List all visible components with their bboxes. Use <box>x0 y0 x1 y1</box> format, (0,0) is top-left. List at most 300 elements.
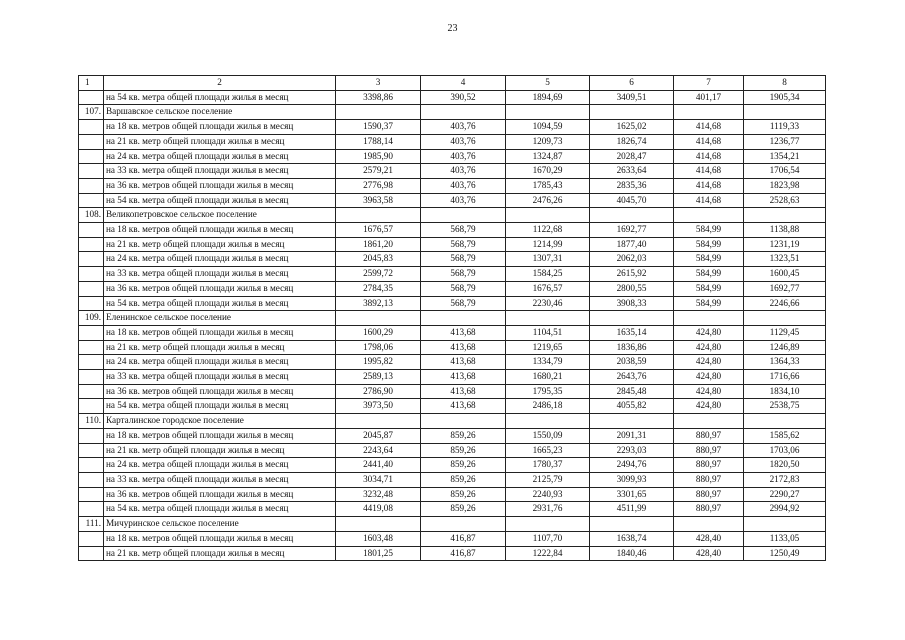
empty-cell <box>336 517 421 532</box>
value-cell: 1785,43 <box>506 178 590 193</box>
empty-cell <box>674 517 744 532</box>
value-cell: 1334,79 <box>506 355 590 370</box>
value-cell: 1603,48 <box>336 531 421 546</box>
row-number-cell <box>79 193 104 208</box>
empty-cell <box>336 105 421 120</box>
value-cell: 1129,45 <box>744 325 826 340</box>
table-row <box>79 472 826 487</box>
value-cell: 1307,31 <box>506 252 590 267</box>
value-cell: 2845,48 <box>590 384 674 399</box>
row-number-cell <box>79 399 104 414</box>
row-label: на 33 кв. метра общей площади жилья в месяц <box>104 267 336 282</box>
value-cell: 2045,83 <box>336 252 421 267</box>
table-row <box>79 134 826 149</box>
header-cell: 6 <box>590 76 674 91</box>
value-cell: 1094,59 <box>506 120 590 135</box>
tariff-table <box>78 75 826 561</box>
empty-cell <box>336 208 421 223</box>
row-label: на 36 кв. метров общей площади жилья в месяц <box>104 384 336 399</box>
section-title: Карталинское городское поселение <box>104 414 336 429</box>
value-cell: 4045,70 <box>590 193 674 208</box>
row-label: на 21 кв. метр общей площади жилья в месяц <box>104 340 336 355</box>
value-cell: 3908,33 <box>590 296 674 311</box>
empty-cell <box>744 311 826 326</box>
row-number-cell <box>79 443 104 458</box>
value-cell: 880,97 <box>674 487 744 502</box>
empty-cell <box>674 208 744 223</box>
value-cell: 2538,75 <box>744 399 826 414</box>
row-number-cell <box>79 502 104 517</box>
value-cell: 2994,92 <box>744 502 826 517</box>
value-cell: 2786,90 <box>336 384 421 399</box>
empty-cell <box>421 517 506 532</box>
value-cell: 1600,29 <box>336 325 421 340</box>
value-cell: 401,17 <box>674 90 744 105</box>
value-cell: 403,76 <box>421 193 506 208</box>
value-cell: 2615,92 <box>590 267 674 282</box>
section-row <box>79 208 826 223</box>
row-number-cell <box>79 281 104 296</box>
value-cell: 2062,03 <box>590 252 674 267</box>
value-cell: 880,97 <box>674 472 744 487</box>
value-cell: 424,80 <box>674 370 744 385</box>
row-number-cell <box>79 458 104 473</box>
row-number-cell <box>79 472 104 487</box>
row-number-cell <box>79 370 104 385</box>
table-row <box>79 178 826 193</box>
value-cell: 428,40 <box>674 546 744 561</box>
value-cell: 413,68 <box>421 340 506 355</box>
empty-cell <box>744 414 826 429</box>
table-row <box>79 370 826 385</box>
value-cell: 1780,37 <box>506 458 590 473</box>
section-row <box>79 311 826 326</box>
row-label: на 21 кв. метр общей площади жилья в месяц <box>104 134 336 149</box>
value-cell: 1798,06 <box>336 340 421 355</box>
table-row <box>79 340 826 355</box>
value-cell: 416,87 <box>421 546 506 561</box>
row-number-cell <box>79 134 104 149</box>
value-cell: 4055,82 <box>590 399 674 414</box>
value-cell: 2441,40 <box>336 458 421 473</box>
section-number: 109. <box>79 311 104 326</box>
table-row <box>79 237 826 252</box>
empty-cell <box>744 208 826 223</box>
row-number-cell <box>79 384 104 399</box>
table-row <box>79 281 826 296</box>
value-cell: 859,26 <box>421 458 506 473</box>
value-cell: 3973,50 <box>336 399 421 414</box>
value-cell: 3232,48 <box>336 487 421 502</box>
value-cell: 584,99 <box>674 252 744 267</box>
value-cell: 390,52 <box>421 90 506 105</box>
section-title: Еленинское сельское поселение <box>104 311 336 326</box>
table-row <box>79 325 826 340</box>
table-row <box>79 90 826 105</box>
value-cell: 1222,84 <box>506 546 590 561</box>
row-label: на 18 кв. метров общей площади жилья в месяц <box>104 531 336 546</box>
value-cell: 2486,18 <box>506 399 590 414</box>
section-row <box>79 517 826 532</box>
value-cell: 424,80 <box>674 399 744 414</box>
value-cell: 424,80 <box>674 325 744 340</box>
value-cell: 859,26 <box>421 472 506 487</box>
empty-cell <box>674 105 744 120</box>
row-label: на 18 кв. метров общей площади жилья в месяц <box>104 223 336 238</box>
value-cell: 2776,98 <box>336 178 421 193</box>
value-cell: 414,68 <box>674 149 744 164</box>
table-row <box>79 120 826 135</box>
header-row <box>79 76 826 91</box>
value-cell: 1638,74 <box>590 531 674 546</box>
empty-cell <box>744 105 826 120</box>
empty-cell <box>421 208 506 223</box>
value-cell: 2243,64 <box>336 443 421 458</box>
value-cell: 4511,99 <box>590 502 674 517</box>
table-row <box>79 252 826 267</box>
header-cell: 2 <box>104 76 336 91</box>
value-cell: 1219,65 <box>506 340 590 355</box>
value-cell: 403,76 <box>421 120 506 135</box>
value-cell: 2579,21 <box>336 164 421 179</box>
value-cell: 1706,54 <box>744 164 826 179</box>
value-cell: 1250,49 <box>744 546 826 561</box>
value-cell: 2028,47 <box>590 149 674 164</box>
value-cell: 2589,13 <box>336 370 421 385</box>
value-cell: 880,97 <box>674 458 744 473</box>
value-cell: 413,68 <box>421 355 506 370</box>
table-row <box>79 296 826 311</box>
value-cell: 568,79 <box>421 252 506 267</box>
value-cell: 2800,55 <box>590 281 674 296</box>
section-number: 107. <box>79 105 104 120</box>
value-cell: 1692,77 <box>744 281 826 296</box>
row-label: на 54 кв. метра общей площади жилья в месяц <box>104 193 336 208</box>
value-cell: 414,68 <box>674 178 744 193</box>
value-cell: 1680,21 <box>506 370 590 385</box>
value-cell: 1585,62 <box>744 428 826 443</box>
value-cell: 1584,25 <box>506 267 590 282</box>
value-cell: 416,87 <box>421 531 506 546</box>
value-cell: 1590,37 <box>336 120 421 135</box>
value-cell: 1665,23 <box>506 443 590 458</box>
value-cell: 3963,58 <box>336 193 421 208</box>
table-row <box>79 223 826 238</box>
value-cell: 568,79 <box>421 267 506 282</box>
value-cell: 414,68 <box>674 193 744 208</box>
table-row <box>79 399 826 414</box>
value-cell: 1364,33 <box>744 355 826 370</box>
table-row <box>79 443 826 458</box>
section-number: 110. <box>79 414 104 429</box>
value-cell: 424,80 <box>674 355 744 370</box>
empty-cell <box>590 311 674 326</box>
value-cell: 1836,86 <box>590 340 674 355</box>
row-label: на 36 кв. метров общей площади жилья в месяц <box>104 487 336 502</box>
row-number-cell <box>79 164 104 179</box>
value-cell: 584,99 <box>674 296 744 311</box>
section-row <box>79 105 826 120</box>
value-cell: 2643,76 <box>590 370 674 385</box>
value-cell: 3892,13 <box>336 296 421 311</box>
row-number-cell <box>79 355 104 370</box>
value-cell: 859,26 <box>421 502 506 517</box>
table-row <box>79 546 826 561</box>
value-cell: 1625,02 <box>590 120 674 135</box>
empty-cell <box>336 414 421 429</box>
value-cell: 2240,93 <box>506 487 590 502</box>
empty-cell <box>590 517 674 532</box>
value-cell: 4419,08 <box>336 502 421 517</box>
value-cell: 2293,03 <box>590 443 674 458</box>
row-label: на 18 кв. метров общей площади жилья в месяц <box>104 428 336 443</box>
value-cell: 1788,14 <box>336 134 421 149</box>
value-cell: 428,40 <box>674 531 744 546</box>
value-cell: 3034,71 <box>336 472 421 487</box>
value-cell: 2038,59 <box>590 355 674 370</box>
value-cell: 1894,69 <box>506 90 590 105</box>
table-body <box>79 76 826 561</box>
empty-cell <box>506 517 590 532</box>
table-row <box>79 164 826 179</box>
value-cell: 1107,70 <box>506 531 590 546</box>
table-row <box>79 487 826 502</box>
row-number-cell <box>79 267 104 282</box>
value-cell: 1133,05 <box>744 531 826 546</box>
value-cell: 2045,87 <box>336 428 421 443</box>
value-cell: 859,26 <box>421 428 506 443</box>
empty-cell <box>590 414 674 429</box>
row-label: на 21 кв. метр общей площади жилья в месяц <box>104 443 336 458</box>
empty-cell <box>421 105 506 120</box>
value-cell: 1670,29 <box>506 164 590 179</box>
table-row <box>79 458 826 473</box>
row-number-cell <box>79 252 104 267</box>
value-cell: 413,68 <box>421 325 506 340</box>
empty-cell <box>506 208 590 223</box>
value-cell: 2476,26 <box>506 193 590 208</box>
value-cell: 2290,27 <box>744 487 826 502</box>
header-cell: 4 <box>421 76 506 91</box>
value-cell: 424,80 <box>674 384 744 399</box>
value-cell: 1834,10 <box>744 384 826 399</box>
section-number: 111. <box>79 517 104 532</box>
value-cell: 1209,73 <box>506 134 590 149</box>
row-label: на 36 кв. метров общей площади жилья в месяц <box>104 178 336 193</box>
value-cell: 584,99 <box>674 223 744 238</box>
value-cell: 1820,50 <box>744 458 826 473</box>
value-cell: 2633,64 <box>590 164 674 179</box>
value-cell: 568,79 <box>421 237 506 252</box>
value-cell: 1214,99 <box>506 237 590 252</box>
table-row <box>79 355 826 370</box>
header-cell: 7 <box>674 76 744 91</box>
row-number-cell <box>79 178 104 193</box>
row-label: на 24 кв. метра общей площади жилья в месяц <box>104 458 336 473</box>
value-cell: 1801,25 <box>336 546 421 561</box>
value-cell: 584,99 <box>674 237 744 252</box>
value-cell: 1905,34 <box>744 90 826 105</box>
empty-cell <box>674 311 744 326</box>
value-cell: 3301,65 <box>590 487 674 502</box>
row-label: на 24 кв. метра общей площади жилья в месяц <box>104 252 336 267</box>
row-label: на 21 кв. метр общей площади жилья в месяц <box>104 546 336 561</box>
value-cell: 1826,74 <box>590 134 674 149</box>
value-cell: 880,97 <box>674 443 744 458</box>
value-cell: 584,99 <box>674 267 744 282</box>
table-row <box>79 193 826 208</box>
value-cell: 2599,72 <box>336 267 421 282</box>
value-cell: 2125,79 <box>506 472 590 487</box>
value-cell: 1354,21 <box>744 149 826 164</box>
value-cell: 2931,76 <box>506 502 590 517</box>
value-cell: 1861,20 <box>336 237 421 252</box>
row-label: на 33 кв. метра общей площади жилья в месяц <box>104 370 336 385</box>
row-label: на 24 кв. метра общей площади жилья в месяц <box>104 355 336 370</box>
value-cell: 1231,19 <box>744 237 826 252</box>
value-cell: 2230,46 <box>506 296 590 311</box>
section-title: Мичуринское сельское поселение <box>104 517 336 532</box>
value-cell: 2784,35 <box>336 281 421 296</box>
value-cell: 1600,45 <box>744 267 826 282</box>
value-cell: 1122,68 <box>506 223 590 238</box>
header-cell: 3 <box>336 76 421 91</box>
header-cell: 8 <box>744 76 826 91</box>
value-cell: 1324,87 <box>506 149 590 164</box>
table-row <box>79 502 826 517</box>
row-label: на 18 кв. метров общей площади жилья в месяц <box>104 325 336 340</box>
row-number-cell <box>79 546 104 561</box>
row-number-cell <box>79 325 104 340</box>
table-row <box>79 267 826 282</box>
table-row <box>79 428 826 443</box>
value-cell: 568,79 <box>421 281 506 296</box>
table-row <box>79 531 826 546</box>
value-cell: 859,26 <box>421 443 506 458</box>
row-number-cell <box>79 223 104 238</box>
value-cell: 414,68 <box>674 134 744 149</box>
header-cell: 1 <box>79 76 104 91</box>
row-label: на 54 кв. метра общей площади жилья в месяц <box>104 90 336 105</box>
table-row <box>79 149 826 164</box>
row-label: на 54 кв. метра общей площади жилья в месяц <box>104 502 336 517</box>
row-label: на 36 кв. метров общей площади жилья в месяц <box>104 281 336 296</box>
value-cell: 1823,98 <box>744 178 826 193</box>
empty-cell <box>421 414 506 429</box>
value-cell: 1703,06 <box>744 443 826 458</box>
row-number-cell <box>79 90 104 105</box>
value-cell: 2528,63 <box>744 193 826 208</box>
row-number-cell <box>79 487 104 502</box>
row-number-cell <box>79 340 104 355</box>
value-cell: 1236,77 <box>744 134 826 149</box>
page-number: 23 <box>447 23 458 34</box>
value-cell: 1246,89 <box>744 340 826 355</box>
value-cell: 413,68 <box>421 370 506 385</box>
value-cell: 880,97 <box>674 428 744 443</box>
value-cell: 2246,66 <box>744 296 826 311</box>
value-cell: 403,76 <box>421 178 506 193</box>
value-cell: 1995,82 <box>336 355 421 370</box>
value-cell: 403,76 <box>421 164 506 179</box>
row-number-cell <box>79 149 104 164</box>
row-label: на 33 кв. метра общей площади жилья в месяц <box>104 472 336 487</box>
empty-cell <box>421 311 506 326</box>
value-cell: 2091,31 <box>590 428 674 443</box>
value-cell: 413,68 <box>421 399 506 414</box>
value-cell: 584,99 <box>674 281 744 296</box>
value-cell: 1138,88 <box>744 223 826 238</box>
value-cell: 1877,40 <box>590 237 674 252</box>
value-cell: 424,80 <box>674 340 744 355</box>
value-cell: 413,68 <box>421 384 506 399</box>
section-title: Варшавское сельское поселение <box>104 105 336 120</box>
section-title: Великопетровское сельское поселение <box>104 208 336 223</box>
value-cell: 1840,46 <box>590 546 674 561</box>
empty-cell <box>590 105 674 120</box>
row-label: на 54 кв. метра общей площади жилья в месяц <box>104 296 336 311</box>
value-cell: 1104,51 <box>506 325 590 340</box>
value-cell: 1692,77 <box>590 223 674 238</box>
empty-cell <box>336 311 421 326</box>
section-row <box>79 414 826 429</box>
value-cell: 880,97 <box>674 502 744 517</box>
empty-cell <box>506 311 590 326</box>
value-cell: 3398,86 <box>336 90 421 105</box>
row-label: на 54 кв. метра общей площади жилья в месяц <box>104 399 336 414</box>
section-number: 108. <box>79 208 104 223</box>
row-label: на 18 кв. метров общей площади жилья в месяц <box>104 120 336 135</box>
value-cell: 1676,57 <box>336 223 421 238</box>
value-cell: 414,68 <box>674 164 744 179</box>
row-label: на 21 кв. метр общей площади жилья в месяц <box>104 237 336 252</box>
row-label: на 24 кв. метра общей площади жилья в месяц <box>104 149 336 164</box>
value-cell: 414,68 <box>674 120 744 135</box>
value-cell: 1323,51 <box>744 252 826 267</box>
value-cell: 1716,66 <box>744 370 826 385</box>
value-cell: 403,76 <box>421 149 506 164</box>
value-cell: 403,76 <box>421 134 506 149</box>
empty-cell <box>506 105 590 120</box>
empty-cell <box>590 208 674 223</box>
value-cell: 1550,09 <box>506 428 590 443</box>
empty-cell <box>744 517 826 532</box>
row-number-cell <box>79 296 104 311</box>
value-cell: 568,79 <box>421 296 506 311</box>
row-number-cell <box>79 237 104 252</box>
row-label: на 33 кв. метра общей площади жилья в месяц <box>104 164 336 179</box>
value-cell: 2494,76 <box>590 458 674 473</box>
row-number-cell <box>79 428 104 443</box>
header-cell: 5 <box>506 76 590 91</box>
value-cell: 1985,90 <box>336 149 421 164</box>
value-cell: 1676,57 <box>506 281 590 296</box>
value-cell: 3099,93 <box>590 472 674 487</box>
value-cell: 2835,36 <box>590 178 674 193</box>
value-cell: 859,26 <box>421 487 506 502</box>
value-cell: 2172,83 <box>744 472 826 487</box>
value-cell: 1635,14 <box>590 325 674 340</box>
empty-cell <box>506 414 590 429</box>
value-cell: 1119,33 <box>744 120 826 135</box>
row-number-cell <box>79 120 104 135</box>
value-cell: 3409,51 <box>590 90 674 105</box>
empty-cell <box>674 414 744 429</box>
row-number-cell <box>79 531 104 546</box>
value-cell: 568,79 <box>421 223 506 238</box>
table-row <box>79 384 826 399</box>
value-cell: 1795,35 <box>506 384 590 399</box>
